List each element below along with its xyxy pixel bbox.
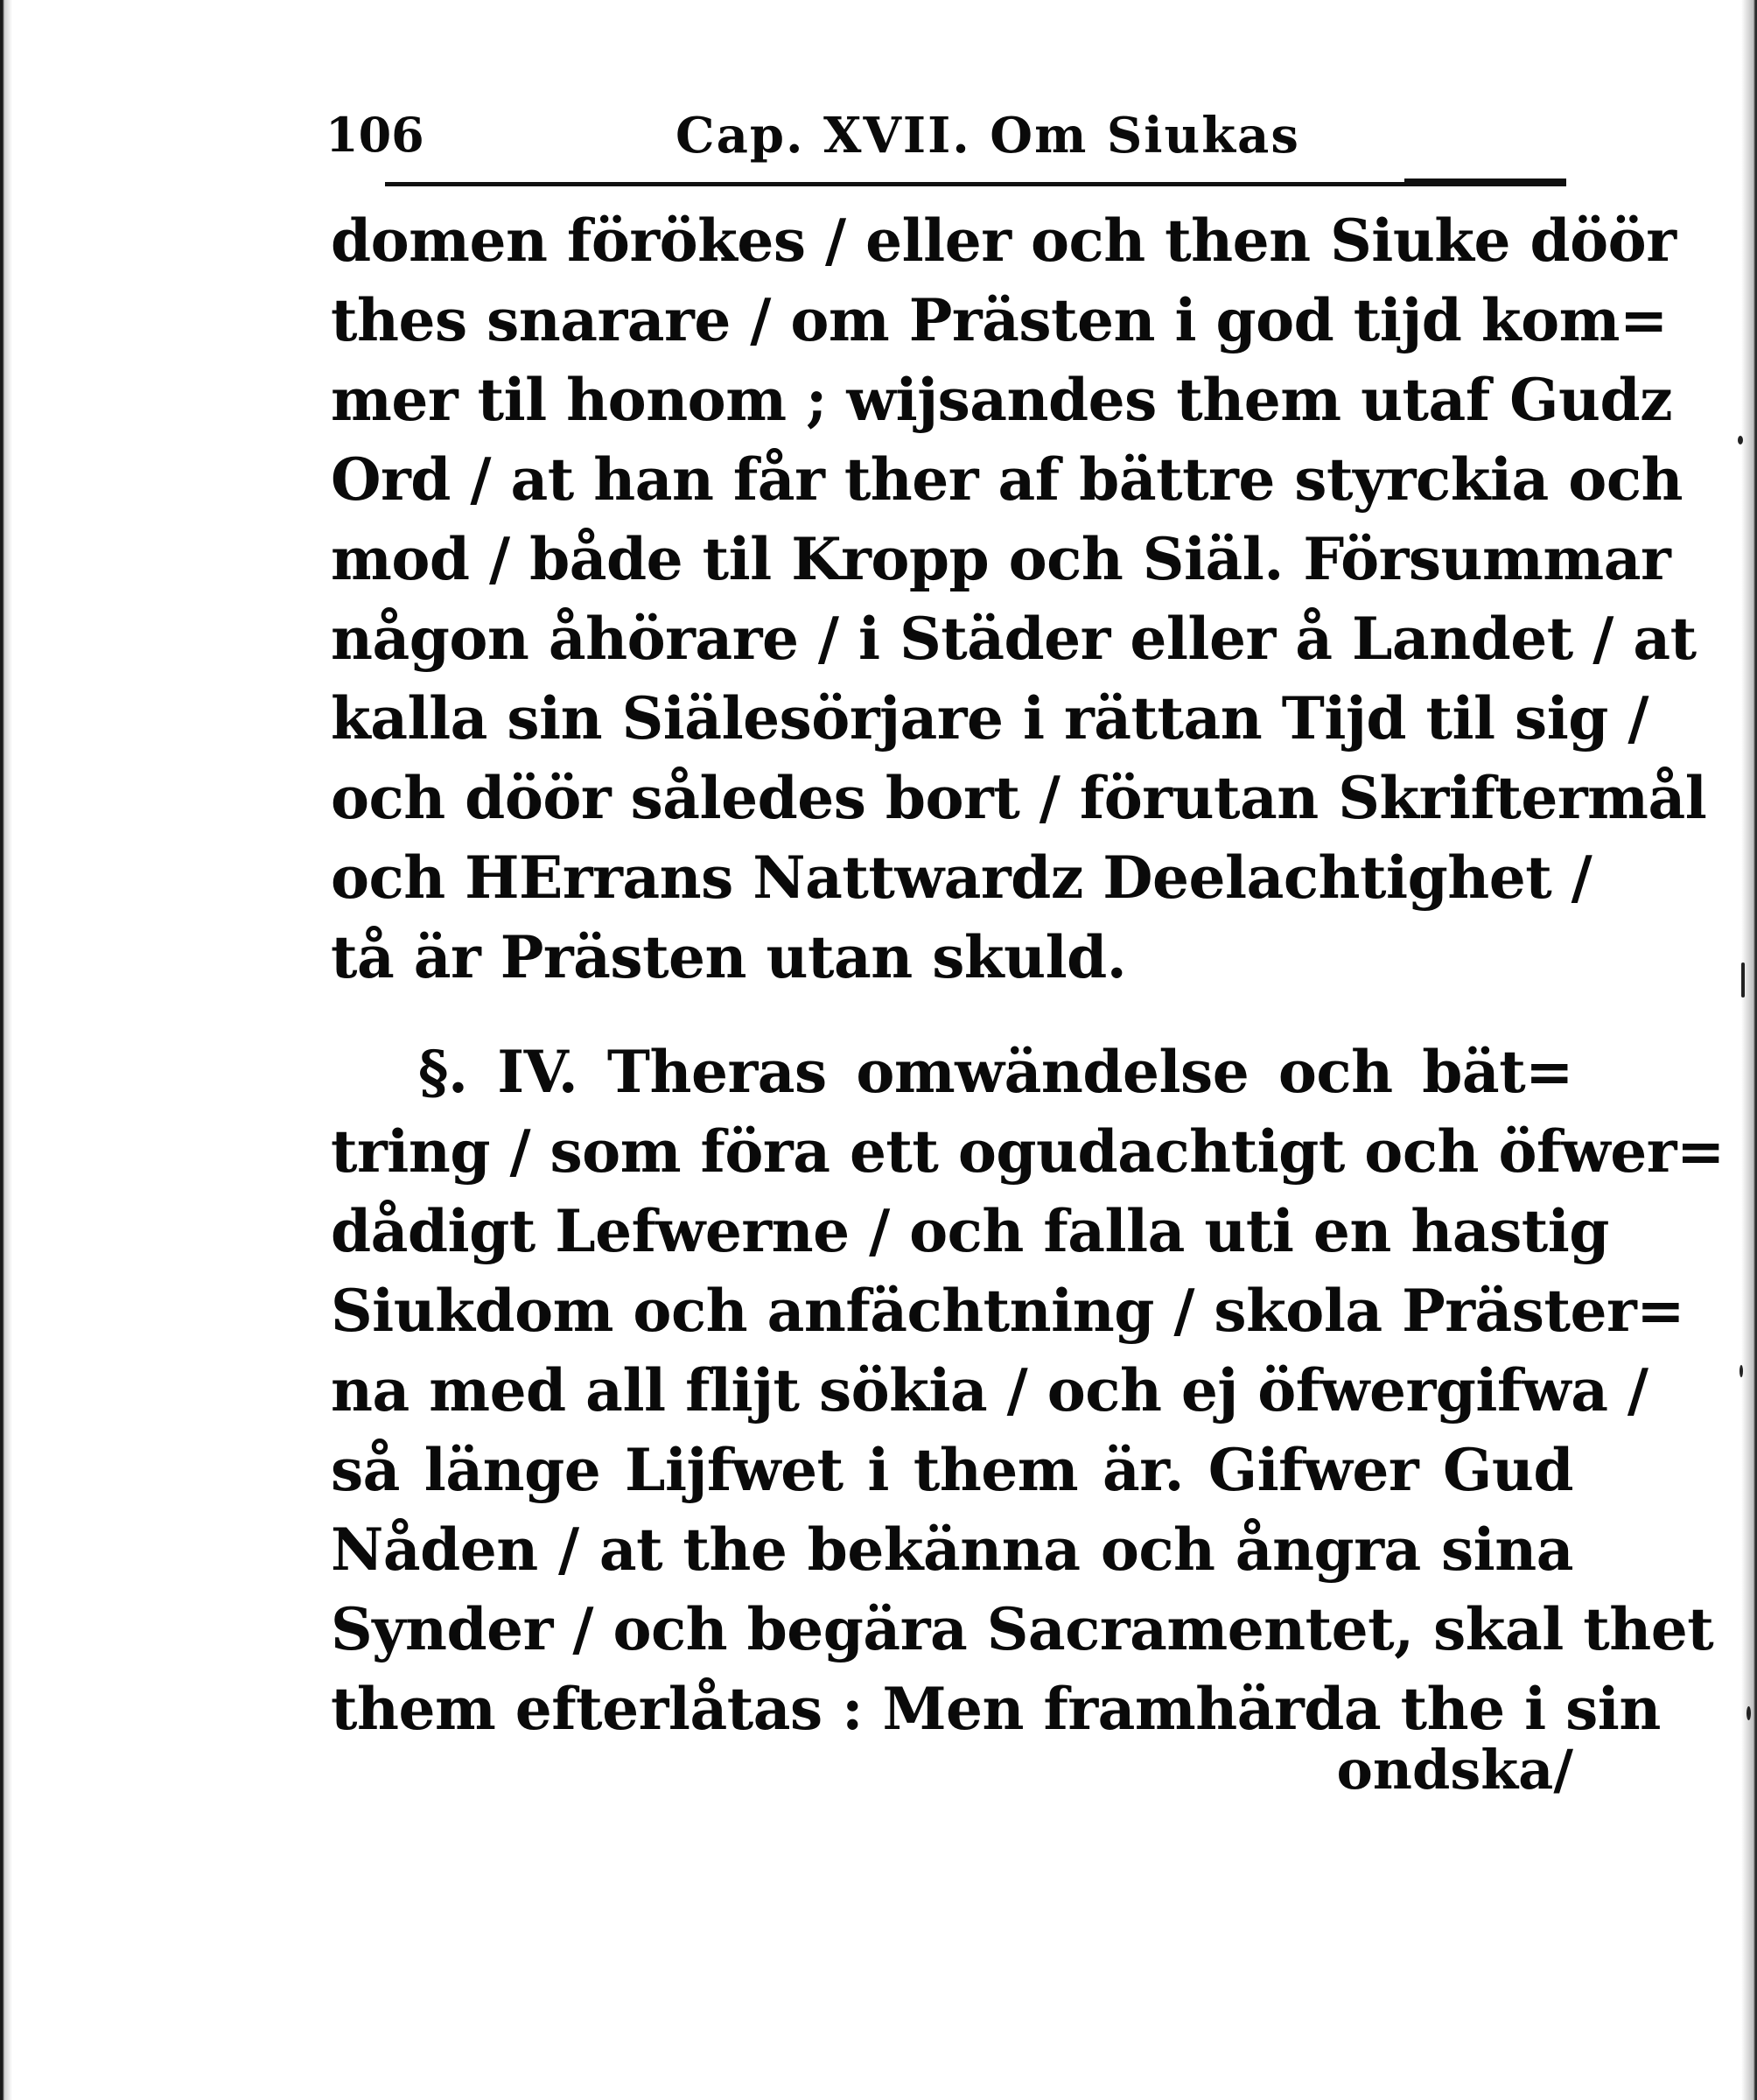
paragraph-1 <box>331 201 1707 998</box>
page-left-edge <box>0 0 12 2100</box>
text-line: Synder / och begära Sacramentet, skal thet <box>331 1595 1714 1663</box>
text-line: Siukdom och anfächtning / skola Präster= <box>331 1277 1685 1345</box>
text-line: domen förökes / eller och then Siuke döör <box>331 206 1676 275</box>
text-line: tring / som föra ett ogudachtigt och öfwer= <box>331 1117 1725 1186</box>
header-rule <box>385 182 1566 186</box>
text-line: tå är Prästen utan skuld. <box>331 923 1127 991</box>
catchword: ondska/ <box>1336 1738 1573 1802</box>
page-right-edge <box>1741 0 1757 2100</box>
section-heading-line: §. IV. Theras omwändelse och bät= <box>418 1038 1573 1106</box>
text-line: någon åhörare / i Städer eller å Landet / at <box>331 605 1697 673</box>
text-line: thes snarare / om Prästen i god tijd kom= <box>331 286 1668 354</box>
text-line: dådigt Lefwerne / och falla uti en hastig <box>331 1197 1609 1265</box>
ink-speck <box>1746 1706 1751 1720</box>
text-line: kalla sin Siälesörjare i rättan Tijd til sig / <box>331 684 1649 752</box>
ink-speck <box>1740 1365 1743 1377</box>
body-text <box>331 201 1725 1749</box>
text-line: them efterlåtas : Men framhärda the i sin <box>331 1675 1661 1743</box>
text-line: mod / både til Kropp och Siäl. Försummar <box>331 525 1671 593</box>
ink-speck <box>1738 436 1743 444</box>
page-header <box>326 98 1568 186</box>
header-rule-thick <box>1404 178 1566 186</box>
running-head: Cap. XVII. Om Siukas <box>676 107 1300 164</box>
paragraph-2 <box>331 1032 1725 1749</box>
text-line: na med all flijt sökia / och ej öfwergifwa / <box>331 1356 1648 1424</box>
text-line: och HErrans Nattwardz Deelachtighet / <box>331 844 1592 912</box>
text-line: så länge Lijfwet i them är. Gifwer Gud <box>331 1436 1573 1504</box>
text-line: och döör således bort / förutan Skriftermål <box>331 764 1707 832</box>
text-line: Ord / at han får ther af bättre styrckia och <box>331 445 1683 514</box>
ink-speck <box>1741 962 1745 998</box>
page-number: 106 <box>326 107 424 163</box>
text-line: mer til honom ; wijsandes them utaf Gudz <box>331 366 1673 434</box>
text-line: Nåden / at the bekänna och ångra sina <box>331 1516 1573 1584</box>
